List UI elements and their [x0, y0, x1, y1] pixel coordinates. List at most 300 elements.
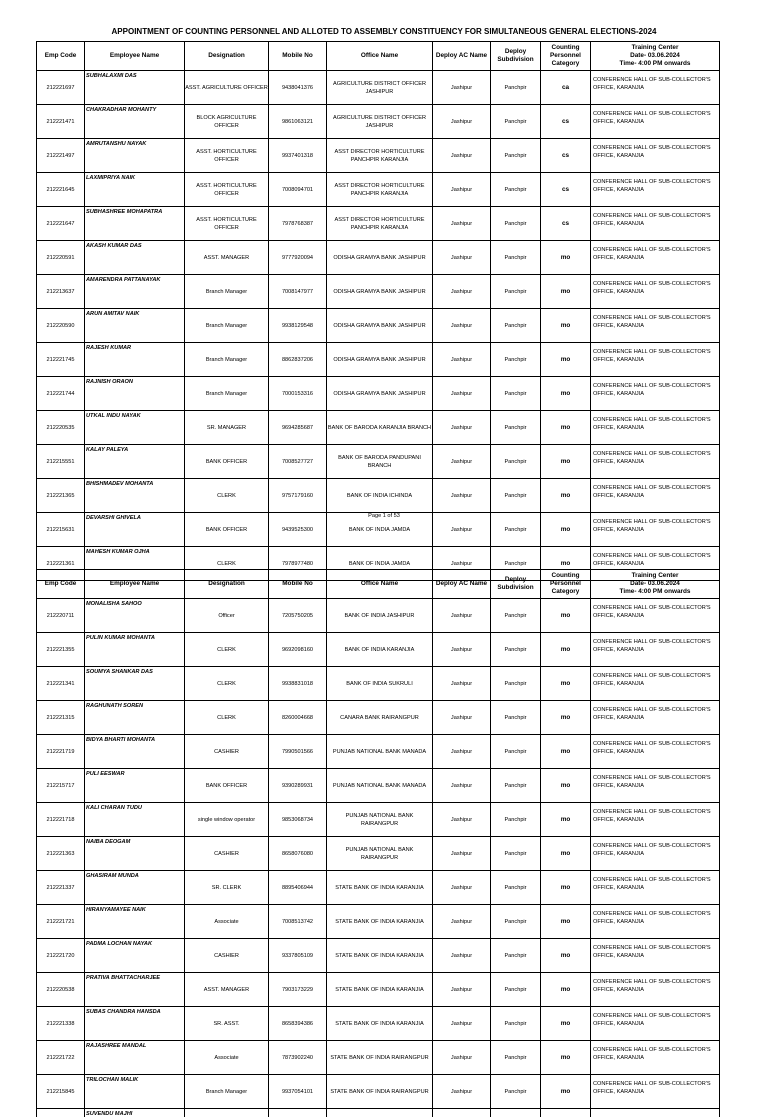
designation-cell: ASST. HORTICULTURE OFFICER — [185, 207, 269, 241]
training-center-cell: CONFERENCE HALL OF SUB-COLLECTOR'S OFFICE, KARANJIA — [591, 973, 720, 1007]
training-center-cell: CONFERENCE HALL OF SUB-COLLECTOR'S OFFICE, KARANJIA — [591, 445, 720, 479]
office-name-cell: BANK OF INDIA ICHINDA — [327, 479, 433, 513]
category-cell: cs — [541, 105, 591, 139]
emp-code-cell: 212221719 — [37, 735, 85, 769]
emp-code-cell: 212213637 — [37, 275, 85, 309]
employee-name-cell — [85, 411, 185, 445]
emp-code-cell: 212221697 — [37, 71, 85, 105]
employee-name: CHAKRADHAR MOHANTY — [86, 106, 156, 114]
table-row — [37, 445, 720, 479]
category-cell: mo — [541, 701, 591, 735]
training-center-cell: CONFERENCE HALL OF SUB-COLLECTOR'S OFFICE, KARANJIA — [591, 207, 720, 241]
emp-code-cell: 212221647 — [37, 207, 85, 241]
employee-name: PADMA LOCHAN NAYAK — [86, 940, 152, 948]
deploy-ac-cell: Jashipur — [433, 547, 491, 581]
designation-cell: Branch Manager — [185, 1075, 269, 1109]
mobile-cell: 7990501566 — [269, 735, 327, 769]
deploy-ac-cell: Jashipur — [433, 735, 491, 769]
training-center-cell: CONFERENCE HALL OF SUB-COLLECTOR'S OFFICE, KARANJIA — [591, 1075, 720, 1109]
training-center-cell: CONFERENCE HALL OF SUB-COLLECTOR'S OFFICE, KARANJIA — [591, 769, 720, 803]
designation-cell: SR. MANAGER — [185, 411, 269, 445]
mobile-cell: 9692098160 — [269, 633, 327, 667]
employee-name: PULI EESWAR — [86, 770, 125, 778]
category-cell: mo — [541, 1041, 591, 1075]
empty-cell — [491, 1109, 541, 1117]
mobile-cell: 9694285687 — [269, 411, 327, 445]
deploy-ac-cell: Jashipur — [433, 1007, 491, 1041]
office-name-cell: BANK OF INDIA KARANJIA — [327, 633, 433, 667]
employee-name: BIDYA BHARTI MOHANTA — [86, 736, 155, 744]
employee-name-cell — [85, 599, 185, 633]
training-center-cell: CONFERENCE HALL OF SUB-COLLECTOR'S OFFICE, KARANJIA — [591, 1041, 720, 1075]
emp-code-cell: 212221315 — [37, 701, 85, 735]
training-center-cell: CONFERENCE HALL OF SUB-COLLECTOR'S OFFICE, KARANJIA — [591, 343, 720, 377]
employee-name-cell — [85, 343, 185, 377]
mobile-cell: 8658076080 — [269, 837, 327, 871]
employee-name: ARUN AMITAV NAIK — [86, 310, 139, 318]
mobile-cell: 8260004668 — [269, 701, 327, 735]
category-cell: mo — [541, 1075, 591, 1109]
subdivision-cell: Panchpir — [491, 241, 541, 275]
designation-cell: ASST. HORTICULTURE OFFICER — [185, 139, 269, 173]
employee-name-cell — [85, 735, 185, 769]
deploy-ac-cell: Jashipur — [433, 411, 491, 445]
emp-code-cell: 212221497 — [37, 139, 85, 173]
employee-name-cell — [85, 71, 185, 105]
office-name-cell: CANARA BANK RAIRANGPUR — [327, 701, 433, 735]
header-category: Counting Personnel Category — [541, 570, 591, 599]
training-center-cell: CONFERENCE HALL OF SUB-COLLECTOR'S OFFICE, KARANJIA — [591, 905, 720, 939]
employee-name-cell — [85, 905, 185, 939]
category-cell: mo — [541, 513, 591, 547]
employee-name: PRATIVA BHATTACHARJEE — [86, 974, 160, 982]
mobile-cell: 7978768387 — [269, 207, 327, 241]
category-cell: mo — [541, 1007, 591, 1041]
employee-name: RAJNISH ORAON — [86, 378, 133, 386]
training-center-cell: CONFERENCE HALL OF SUB-COLLECTOR'S OFFICE, KARANJIA — [591, 105, 720, 139]
employee-name-cell — [85, 309, 185, 343]
mobile-cell: 8862837206 — [269, 343, 327, 377]
deploy-ac-cell: Jashipur — [433, 905, 491, 939]
mobile-cell: 9777920094 — [269, 241, 327, 275]
office-name-cell: STATE BANK OF INDIA KARANJIA — [327, 871, 433, 905]
emp-code-cell: 212220591 — [37, 241, 85, 275]
mobile-cell: 7205750205 — [269, 599, 327, 633]
document-title: APPOINTMENT OF COUNTING PERSONNEL AND ALLOTED TO ASSEMBLY CONSTITUENCY FOR SIMULTANEOUS GENERAL ELECTIONS-2024 — [0, 27, 768, 36]
training-header-line3: Time- 4:00 PM onwards — [591, 588, 719, 596]
designation-cell: CLERK — [185, 701, 269, 735]
category-cell: mo — [541, 377, 591, 411]
employee-name-cell — [85, 1109, 185, 1117]
designation-cell: ASST. AGRICULTURE OFFICER — [185, 71, 269, 105]
category-cell: cs — [541, 173, 591, 207]
emp-code-cell: 212221341 — [37, 667, 85, 701]
office-name-cell: BANK OF INDIA SUKRULI — [327, 667, 433, 701]
mobile-cell: 9938831018 — [269, 667, 327, 701]
subdivision-cell: Panchpir — [491, 667, 541, 701]
table-row — [37, 803, 720, 837]
table-row — [37, 837, 720, 871]
employee-name-cell — [85, 105, 185, 139]
designation-cell: CASHIER — [185, 939, 269, 973]
designation-cell: CLERK — [185, 547, 269, 581]
category-cell: mo — [541, 599, 591, 633]
employee-name-cell — [85, 803, 185, 837]
office-name-cell: PUNJAB NATIONAL BANK MANADA — [327, 769, 433, 803]
header-deploy-subdivision: Deploy Subdivision — [491, 42, 541, 71]
deploy-ac-cell: Jashipur — [433, 309, 491, 343]
table-row — [37, 735, 720, 769]
subdivision-cell: Panchpir — [491, 633, 541, 667]
category-cell: mo — [541, 241, 591, 275]
mobile-cell: 8895406944 — [269, 871, 327, 905]
designation-cell: CLERK — [185, 667, 269, 701]
header-designation: Designation — [185, 42, 269, 71]
training-center-cell: CONFERENCE HALL OF SUB-COLLECTOR'S OFFICE, KARANJIA — [591, 837, 720, 871]
table-row — [37, 1041, 720, 1075]
designation-cell: CASHIER — [185, 735, 269, 769]
deploy-ac-cell: Jashipur — [433, 275, 491, 309]
employee-name: AMARENDRA PATTANAYAK — [86, 276, 160, 284]
office-name-cell: AGRICULTURE DISTRICT OFFICER JASHIPUR — [327, 71, 433, 105]
table-row — [37, 1075, 720, 1109]
designation-cell: BANK OFFICER — [185, 769, 269, 803]
employee-name: SUBHASHREE MOHAPATRA — [86, 208, 162, 216]
employee-name: AMRUTANSHU NAYAK — [86, 140, 146, 148]
table-row — [37, 599, 720, 633]
mobile-cell: 7008147977 — [269, 275, 327, 309]
table-row — [37, 343, 720, 377]
mobile-cell: 9439525300 — [269, 513, 327, 547]
subdivision-cell: Panchpir — [491, 513, 541, 547]
office-name-cell: ODISHA GRAMYA BANK JASHIPUR — [327, 309, 433, 343]
header-emp-code: Emp Code — [37, 570, 85, 599]
employee-name-cell — [85, 701, 185, 735]
office-name-cell: BANK OF BARODA KARANJIA BRANCH — [327, 411, 433, 445]
deploy-ac-cell: Jashipur — [433, 241, 491, 275]
employee-name: RAGHUNATH SOREN — [86, 702, 143, 710]
employee-name: MAHESH KUMAR OJHA — [86, 548, 150, 556]
table-row — [37, 105, 720, 139]
employee-name: SUBHALAXMI DAS — [86, 72, 137, 80]
office-name-cell: STATE BANK OF INDIA RAIRANGPUR — [327, 1075, 433, 1109]
deploy-ac-cell: Jashipur — [433, 1041, 491, 1075]
category-cell: ca — [541, 71, 591, 105]
designation-cell: ASST. MANAGER — [185, 241, 269, 275]
subdivision-cell: Panchpir — [491, 769, 541, 803]
employee-name: LAXMIPRIYA NAIK — [86, 174, 135, 182]
deploy-ac-cell: Jashipur — [433, 207, 491, 241]
deploy-ac-cell: Jashipur — [433, 173, 491, 207]
header-deploy-ac: Deploy AC Name — [433, 42, 491, 71]
table-row — [37, 71, 720, 105]
empty-cell — [269, 1109, 327, 1117]
training-header-line1: Training Center — [591, 44, 719, 52]
personnel-table-page-2 — [36, 569, 720, 1117]
mobile-cell: 7008094701 — [269, 173, 327, 207]
subdivision-cell: Panchpir — [491, 973, 541, 1007]
office-name-cell: STATE BANK OF INDIA KARANJIA — [327, 973, 433, 1007]
table-row — [37, 905, 720, 939]
deploy-ac-cell: Jashipur — [433, 105, 491, 139]
office-name-cell: STATE BANK OF INDIA RAIRANGPUR — [327, 1041, 433, 1075]
training-center-cell: CONFERENCE HALL OF SUB-COLLECTOR'S OFFICE, KARANJIA — [591, 633, 720, 667]
deploy-ac-cell: Jashipur — [433, 445, 491, 479]
mobile-cell: 7903173229 — [269, 973, 327, 1007]
mobile-cell: 7008527727 — [269, 445, 327, 479]
emp-code-cell: 212221720 — [37, 939, 85, 973]
designation-cell: BLOCK AGRICULTURE OFFICER — [185, 105, 269, 139]
category-cell: mo — [541, 905, 591, 939]
designation-cell: BANK OFFICER — [185, 513, 269, 547]
training-center-cell: CONFERENCE HALL OF SUB-COLLECTOR'S OFFICE, KARANJIA — [591, 71, 720, 105]
emp-code-cell: 212215845 — [37, 1075, 85, 1109]
deploy-ac-cell: Jashipur — [433, 633, 491, 667]
subdivision-cell: Panchpir — [491, 803, 541, 837]
designation-cell: Branch Manager — [185, 309, 269, 343]
page-number: Page 1 of 53 — [0, 513, 768, 519]
employee-name-cell — [85, 973, 185, 1007]
subdivision-cell: Panchpir — [491, 599, 541, 633]
designation-cell: Branch Manager — [185, 377, 269, 411]
header-emp-code: Emp Code — [37, 42, 85, 71]
subdivision-cell: Panchpir — [491, 71, 541, 105]
training-center-cell: CONFERENCE HALL OF SUB-COLLECTOR'S OFFICE, KARANJIA — [591, 513, 720, 547]
subdivision-cell: Panchpir — [491, 837, 541, 871]
designation-cell: SR. CLERK — [185, 871, 269, 905]
subdivision-cell: Panchpir — [491, 139, 541, 173]
emp-code-cell: 212221722 — [37, 1041, 85, 1075]
table-row — [37, 479, 720, 513]
table-row — [37, 275, 720, 309]
empty-cell — [37, 1109, 85, 1117]
category-cell: mo — [541, 667, 591, 701]
header-employee-name: Employee Name — [85, 42, 185, 71]
employee-name-cell — [85, 445, 185, 479]
office-name-cell: ODISHA GRAMYA BANK JASHIPUR — [327, 241, 433, 275]
header-training-center — [591, 42, 720, 71]
employee-name: RAJASHREE MANDAL — [86, 1042, 146, 1050]
emp-code-cell: 212221645 — [37, 173, 85, 207]
deploy-ac-cell: Jashipur — [433, 71, 491, 105]
subdivision-cell: Panchpir — [491, 173, 541, 207]
employee-name-cell — [85, 479, 185, 513]
deploy-ac-cell: Jashipur — [433, 837, 491, 871]
subdivision-cell: Panchpir — [491, 411, 541, 445]
employee-name: SUVENDU MAJHI — [86, 1110, 132, 1117]
category-cell: mo — [541, 445, 591, 479]
subdivision-cell: Panchpir — [491, 377, 541, 411]
category-cell: mo — [541, 479, 591, 513]
subdivision-cell: Panchpir — [491, 479, 541, 513]
header-office-name: Office Name — [327, 570, 433, 599]
training-header-line2: Date- 03.06.2024 — [591, 580, 719, 588]
office-name-cell: ASST DIRECTOR HORTICULTURE PANCHPIR KARANJIA — [327, 207, 433, 241]
empty-cell — [541, 1109, 591, 1117]
category-cell: mo — [541, 411, 591, 445]
designation-cell: CASHIER — [185, 837, 269, 871]
designation-cell: ASST. HORTICULTURE OFFICER — [185, 173, 269, 207]
subdivision-cell: Panchpir — [491, 1075, 541, 1109]
training-header-line2: Date- 03.06.2024 — [591, 52, 719, 60]
empty-cell — [327, 1109, 433, 1117]
deploy-ac-cell: Jashipur — [433, 343, 491, 377]
employee-name-cell — [85, 837, 185, 871]
table-row — [37, 701, 720, 735]
mobile-cell: 7008513742 — [269, 905, 327, 939]
mobile-cell: 7978977480 — [269, 547, 327, 581]
emp-code-cell: 212221355 — [37, 633, 85, 667]
training-center-cell: CONFERENCE HALL OF SUB-COLLECTOR'S OFFICE, KARANJIA — [591, 309, 720, 343]
employee-name-cell — [85, 241, 185, 275]
designation-cell: single window operator — [185, 803, 269, 837]
emp-code-cell: 212215717 — [37, 769, 85, 803]
mobile-cell: 9853068734 — [269, 803, 327, 837]
table-body-page-1 — [37, 71, 720, 581]
table-row — [37, 769, 720, 803]
category-cell: mo — [541, 871, 591, 905]
designation-cell: ASST. MANAGER — [185, 973, 269, 1007]
subdivision-cell: Panchpir — [491, 343, 541, 377]
mobile-cell: 7000153316 — [269, 377, 327, 411]
emp-code-cell: 212221338 — [37, 1007, 85, 1041]
emp-code-cell: 212221745 — [37, 343, 85, 377]
deploy-ac-cell: Jashipur — [433, 973, 491, 1007]
table-row — [37, 667, 720, 701]
category-cell: mo — [541, 769, 591, 803]
employee-name: AKASH KUMAR DAS — [86, 242, 142, 250]
deploy-ac-cell: Jashipur — [433, 939, 491, 973]
office-name-cell: BANK OF BARODA PANDUPANI BRANCH — [327, 445, 433, 479]
training-header-line1: Training Center — [591, 572, 719, 580]
employee-name: SUBAS CHANDRA HANSDA — [86, 1008, 161, 1016]
training-center-cell: CONFERENCE HALL OF SUB-COLLECTOR'S OFFICE, KARANJIA — [591, 803, 720, 837]
employee-name: GHASIRAM MUNDA — [86, 872, 139, 880]
employee-name: KALAY PALEYA — [86, 446, 128, 454]
training-center-cell: CONFERENCE HALL OF SUB-COLLECTOR'S OFFICE, KARANJIA — [591, 139, 720, 173]
emp-code-cell: 212221337 — [37, 871, 85, 905]
subdivision-cell: Panchpir — [491, 871, 541, 905]
office-name-cell: BANK OF INDIA JAMDA — [327, 547, 433, 581]
employee-name-cell — [85, 871, 185, 905]
training-center-cell: CONFERENCE HALL OF SUB-COLLECTOR'S OFFICE, KARANJIA — [591, 701, 720, 735]
deploy-ac-cell: Jashipur — [433, 803, 491, 837]
table-row — [37, 411, 720, 445]
subdivision-cell: Panchpir — [491, 1041, 541, 1075]
office-name-cell: PUNJAB NATIONAL BANK RAIRANGPUR — [327, 803, 433, 837]
employee-name: SOUMYA SHANKAR DAS — [86, 668, 153, 676]
training-header-line3: Time- 4:00 PM onwards — [591, 60, 719, 68]
category-cell: mo — [541, 735, 591, 769]
header-training-center — [591, 570, 720, 599]
employee-name-cell — [85, 633, 185, 667]
designation-cell: BANK OFFICER — [185, 445, 269, 479]
emp-code-cell: 212220590 — [37, 309, 85, 343]
emp-code-cell: 212221471 — [37, 105, 85, 139]
employee-name: HIRANYAMAYEE NAIK — [86, 906, 146, 914]
subdivision-cell: Panchpir — [491, 309, 541, 343]
training-center-cell: CONFERENCE HALL OF SUB-COLLECTOR'S OFFICE, KARANJIA — [591, 1007, 720, 1041]
category-cell: mo — [541, 939, 591, 973]
office-name-cell: ODISHA GRAMYA BANK JASHIPUR — [327, 275, 433, 309]
category-cell: mo — [541, 343, 591, 377]
emp-code-cell: 212220535 — [37, 411, 85, 445]
employee-name-cell — [85, 939, 185, 973]
category-cell: mo — [541, 803, 591, 837]
empty-cell — [185, 1109, 269, 1117]
deploy-ac-cell: Jashipur — [433, 139, 491, 173]
mobile-cell: 8658394386 — [269, 1007, 327, 1041]
mobile-cell: 9937401318 — [269, 139, 327, 173]
table-row — [37, 309, 720, 343]
emp-code-cell: 212220538 — [37, 973, 85, 1007]
training-center-cell: CONFERENCE HALL OF SUB-COLLECTOR'S OFFICE, KARANJIA — [591, 667, 720, 701]
emp-code-cell: 212221365 — [37, 479, 85, 513]
emp-code-cell: 212221744 — [37, 377, 85, 411]
office-name-cell: BANK OF INDIA JASHIPUR — [327, 599, 433, 633]
emp-code-cell: 212215551 — [37, 445, 85, 479]
deploy-ac-cell: Jashipur — [433, 701, 491, 735]
employee-name-cell — [85, 173, 185, 207]
subdivision-cell: Panchpir — [491, 939, 541, 973]
designation-cell: Branch Manager — [185, 275, 269, 309]
employee-name: RAJESH KUMAR — [86, 344, 131, 352]
employee-name: MONALISHA SAHOO — [86, 600, 142, 608]
table-row — [37, 207, 720, 241]
table-row — [37, 377, 720, 411]
training-center-cell: CONFERENCE HALL OF SUB-COLLECTOR'S OFFICE, KARANJIA — [591, 939, 720, 973]
employee-name-cell — [85, 275, 185, 309]
subdivision-cell: Panchpir — [491, 905, 541, 939]
subdivision-cell: Panchpir — [491, 547, 541, 581]
employee-name: UTKAL INDU NAYAK — [86, 412, 141, 420]
office-name-cell: STATE BANK OF INDIA KARANJIA — [327, 1007, 433, 1041]
table-body-page-2 — [37, 599, 720, 1117]
deploy-ac-cell: Jashipur — [433, 479, 491, 513]
header-deploy-ac: Deploy AC Name — [433, 570, 491, 599]
personnel-table-page-1 — [36, 41, 720, 581]
employee-name-cell — [85, 1041, 185, 1075]
category-cell: cs — [541, 139, 591, 173]
office-name-cell: ODISHA GRAMYA BANK JASHIPUR — [327, 343, 433, 377]
designation-cell: Branch Manager — [185, 343, 269, 377]
table-row — [37, 241, 720, 275]
mobile-cell: 9757179160 — [269, 479, 327, 513]
header-designation: Designation — [185, 570, 269, 599]
mobile-cell: 9337805109 — [269, 939, 327, 973]
training-center-cell: CONFERENCE HALL OF SUB-COLLECTOR'S OFFICE, KARANJIA — [591, 173, 720, 207]
office-name-cell: PUNJAB NATIONAL BANK MANADA — [327, 735, 433, 769]
designation-cell: Officer — [185, 599, 269, 633]
subdivision-cell: Panchpir — [491, 445, 541, 479]
emp-code-cell: 212221721 — [37, 905, 85, 939]
designation-cell: CLERK — [185, 479, 269, 513]
office-name-cell: PUNJAB NATIONAL BANK RAIRANGPUR — [327, 837, 433, 871]
employee-name: KALI CHARAN TUDU — [86, 804, 142, 812]
office-name-cell: ODISHA GRAMYA BANK JASHIPUR — [327, 377, 433, 411]
table-row — [37, 973, 720, 1007]
deploy-ac-cell: Jashipur — [433, 599, 491, 633]
employee-name: PULIN KUMAR MOHANTA — [86, 634, 155, 642]
deploy-ac-cell: Jashipur — [433, 513, 491, 547]
office-name-cell: ASST DIRECTOR HORTICULTURE PANCHPIR KARANJIA — [327, 173, 433, 207]
employee-name: BHISHMADEV MOHANTA — [86, 480, 153, 488]
employee-name-cell — [85, 207, 185, 241]
office-name-cell: STATE BANK OF INDIA KARANJIA — [327, 905, 433, 939]
emp-code-cell: 212215631 — [37, 513, 85, 547]
deploy-ac-cell: Jashipur — [433, 769, 491, 803]
employee-name-cell — [85, 769, 185, 803]
